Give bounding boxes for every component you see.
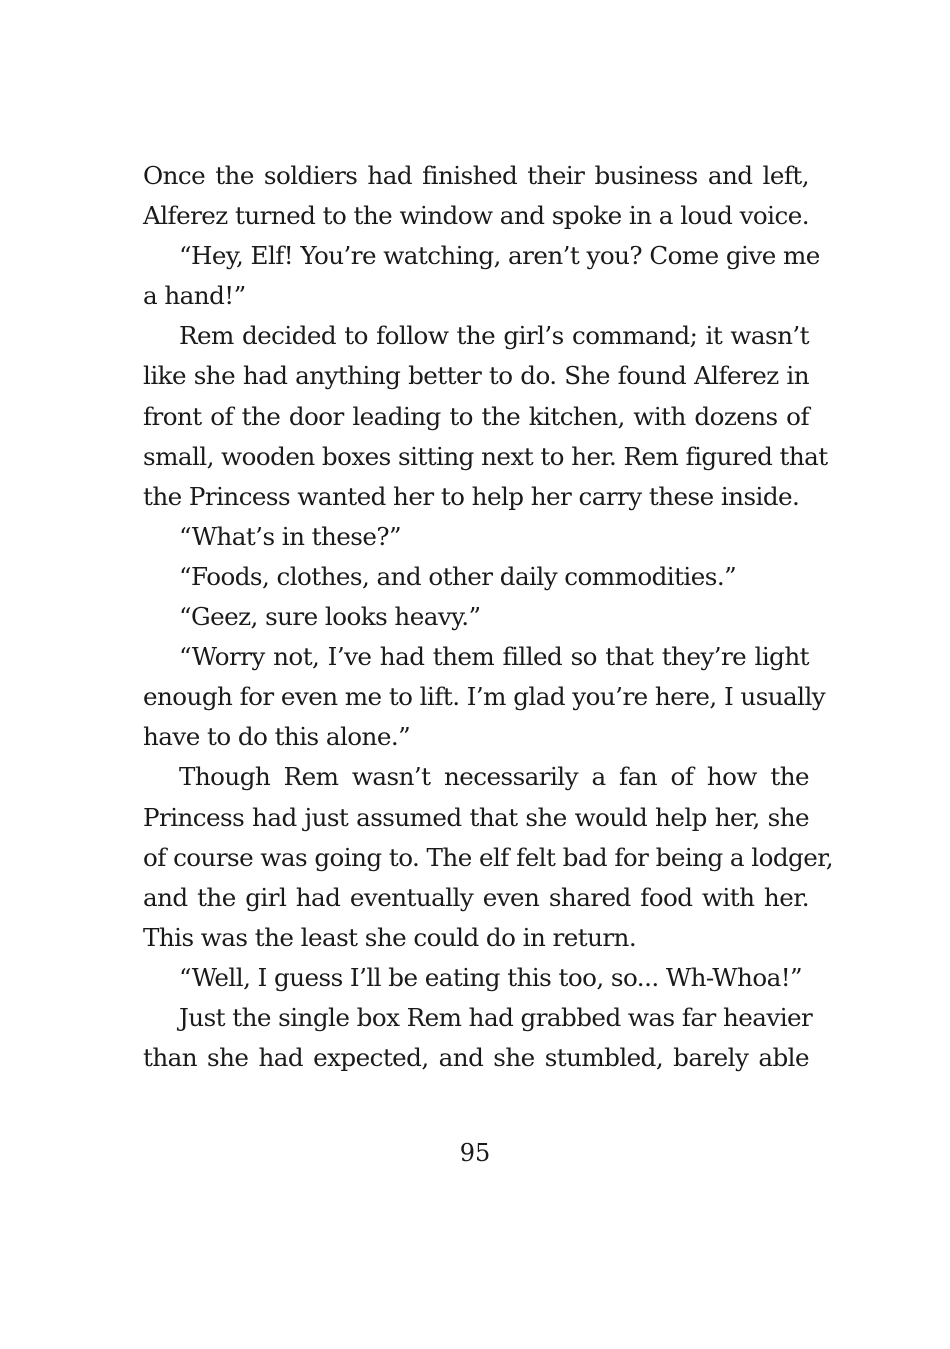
text-line: and the girl had eventually even shared food with her. — [143, 882, 809, 912]
text-line: have to do this alone.” — [143, 722, 411, 752]
text-line: “What’s in these?” — [179, 521, 402, 551]
text-line: Once the soldiers had finished their business and left, — [143, 161, 809, 190]
text-line: This was the least she could do in return. — [143, 922, 637, 952]
text-line: Though Rem wasn’t necessarily a fan of how the — [179, 762, 809, 792]
text-line: than she had expected, and she stumbled, barely able — [143, 1043, 809, 1073]
body-text — [143, 156, 834, 1078]
page-number: 95 — [459, 1139, 491, 1167]
text-line: “Hey, Elf! You’re watching, aren’t you? Come give me — [179, 241, 820, 271]
text-line: “Foods, clothes, and other daily commodities.” — [179, 561, 737, 591]
text-line: like she had anything better to do. She found Alferez in — [143, 361, 809, 391]
text-line: Rem decided to follow the girl’s command; it wasn’t — [179, 321, 809, 351]
text-line: “Well, I guess I’ll be eating this too, so... Wh-Whoa!” — [179, 962, 803, 992]
text-line: small, wooden boxes sitting next to her. Rem figured that — [143, 441, 828, 471]
text-line: the Princess wanted her to help her carry these inside. — [143, 481, 800, 511]
text-line: a hand!” — [143, 281, 246, 311]
text-line: Alferez turned to the window and spoke in a loud voice. — [143, 201, 809, 231]
text-line: of course was going to. The elf felt bad for being a lodger, — [143, 842, 834, 872]
text-line: enough for even me to lift. I’m glad you’re here, I usually — [143, 682, 826, 712]
text-line: Princess had just assumed that she would help her, she — [143, 802, 809, 832]
text-line: front of the door leading to the kitchen, with dozens of — [143, 401, 809, 431]
text-line: “Worry not, I’ve had them filled so that they’re light — [179, 642, 809, 672]
text-line: Just the single box Rem had grabbed was far heavier — [179, 1002, 813, 1032]
text-line: “Geez, sure looks heavy.” — [179, 602, 481, 632]
